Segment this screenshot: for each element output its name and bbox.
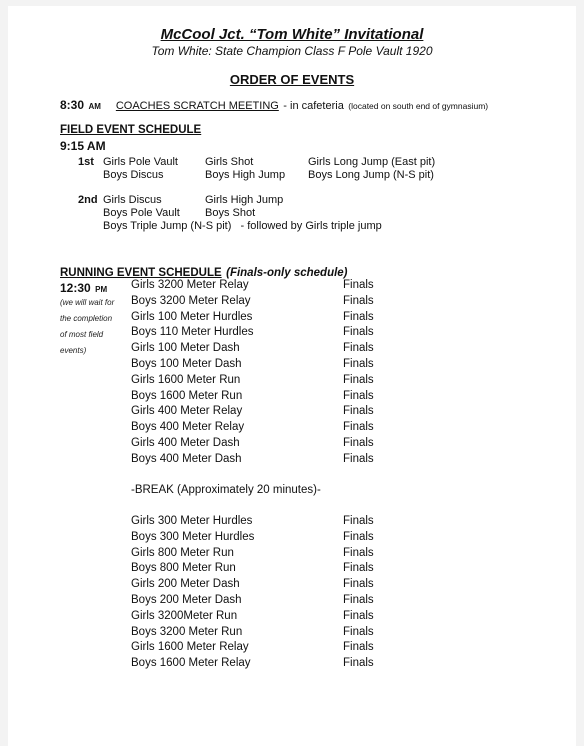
event-name: Boys 3200 Meter Run	[131, 625, 243, 638]
document-page	[8, 6, 576, 746]
event-name: Girls 400 Meter Relay	[131, 405, 243, 418]
event-round: Finals	[343, 389, 374, 402]
running-note-1: the completion	[60, 314, 113, 323]
break-line: -BREAK (Approximately 20 minutes)-	[131, 484, 321, 496]
event-round: Finals	[343, 326, 374, 339]
running-heading: RUNNING EVENT SCHEDULE	[60, 267, 222, 279]
event-name: Girls 100 Meter Hurdles	[131, 310, 253, 323]
event-round: Finals	[343, 641, 374, 654]
field-second-line3: Boys Triple Jump (N-S pit) - followed by Girls triple jump	[103, 220, 382, 232]
event-name: Girls 3200Meter Run	[131, 609, 238, 622]
field-first-col3-1: Boys Long Jump (N-S pit)	[308, 169, 434, 181]
event-round: Finals	[343, 373, 374, 386]
event-name: Girls 200 Meter Dash	[131, 578, 240, 591]
event-round: Finals	[343, 609, 374, 622]
field-first-label: 1st	[78, 156, 94, 168]
event-round: Finals	[343, 294, 374, 307]
meeting-label: COACHES SCRATCH MEETING	[115, 100, 279, 112]
event-round: Finals	[343, 342, 374, 355]
running-note-0: (we will wait for	[60, 298, 115, 307]
event-round: Finals	[343, 437, 374, 449]
event-name: Girls 1600 Meter Run	[131, 373, 241, 386]
event-round: Finals	[343, 405, 374, 418]
event-round: Finals	[343, 578, 374, 591]
running-ampm: PM	[95, 285, 108, 294]
event-name: Boys 3200 Meter Relay	[131, 294, 251, 307]
meeting-location: - in cafeteria	[283, 100, 344, 112]
event-round: Finals	[343, 358, 374, 370]
running-note-2: of most field	[60, 330, 104, 339]
meeting-time: 8:30	[60, 98, 85, 112]
event-name: Boys 400 Meter Dash	[131, 452, 242, 465]
field-first-col2-1: Boys High Jump	[205, 169, 286, 181]
event-round: Finals	[343, 452, 374, 465]
field-second-label: 2nd	[78, 194, 98, 206]
event-name: Boys 1600 Meter Run	[131, 389, 243, 402]
order-of-events-heading: ORDER OF EVENTS	[229, 72, 355, 87]
event-name: Girls 300 Meter Hurdles	[131, 515, 253, 527]
running-time-line	[60, 279, 107, 297]
meeting-line	[60, 96, 488, 114]
running-note-3: events)	[60, 346, 87, 355]
event-round: Finals	[343, 594, 374, 606]
field-heading: FIELD EVENT SCHEDULE	[60, 124, 202, 136]
event-name: Boys 100 Meter Dash	[131, 358, 242, 370]
event-round: Finals	[343, 530, 374, 543]
meeting-note: (located on south end of gymnasium)	[348, 101, 489, 111]
event-name: Boys 300 Meter Hurdles	[131, 530, 255, 543]
event-name: Girls 100 Meter Dash	[131, 342, 240, 355]
field-time: 9:15 AM	[60, 139, 106, 153]
running-subheading: (Finals-only schedule)	[226, 267, 348, 279]
field-second-col2-0: Girls High Jump	[205, 194, 284, 206]
field-first-col2-0: Girls Shot	[205, 156, 254, 168]
field-first-col1-0: Girls Pole Vault	[103, 156, 178, 168]
meeting-ampm: AM	[88, 102, 101, 111]
event-round: Finals	[343, 310, 374, 323]
event-round: Finals	[343, 625, 374, 638]
event-name: Boys 110 Meter Hurdles	[131, 326, 254, 339]
document-title: McCool Jct. “Tom White” Invitational	[160, 26, 424, 43]
event-name: Boys 200 Meter Dash	[131, 594, 242, 606]
event-round: Finals	[343, 657, 374, 670]
field-first-col3-0: Girls Long Jump (East pit)	[308, 156, 436, 168]
event-name: Boys 1600 Meter Relay	[131, 657, 251, 670]
event-name: Girls 1600 Meter Relay	[131, 641, 249, 654]
field-second-col1-1: Boys Pole Vault	[103, 207, 180, 219]
event-name: Boys 400 Meter Relay	[131, 421, 245, 434]
event-round: Finals	[343, 515, 374, 527]
running-time: 12:30	[60, 281, 91, 295]
event-round: Finals	[343, 421, 374, 434]
event-name: Girls 800 Meter Run	[131, 546, 234, 559]
document-subtitle: Tom White: State Champion Class F Pole Vault 1920	[151, 44, 433, 58]
event-name: Boys 800 Meter Run	[131, 562, 236, 575]
event-round: Finals	[343, 546, 374, 559]
event-name: Girls 3200 Meter Relay	[131, 279, 249, 291]
field-second-col2-1: Boys Shot	[205, 207, 256, 219]
event-name: Girls 400 Meter Dash	[131, 437, 240, 449]
event-round: Finals	[343, 279, 374, 291]
event-round: Finals	[343, 562, 374, 575]
field-second-col1-0: Girls Discus	[103, 194, 162, 206]
field-first-col1-1: Boys Discus	[103, 169, 164, 181]
